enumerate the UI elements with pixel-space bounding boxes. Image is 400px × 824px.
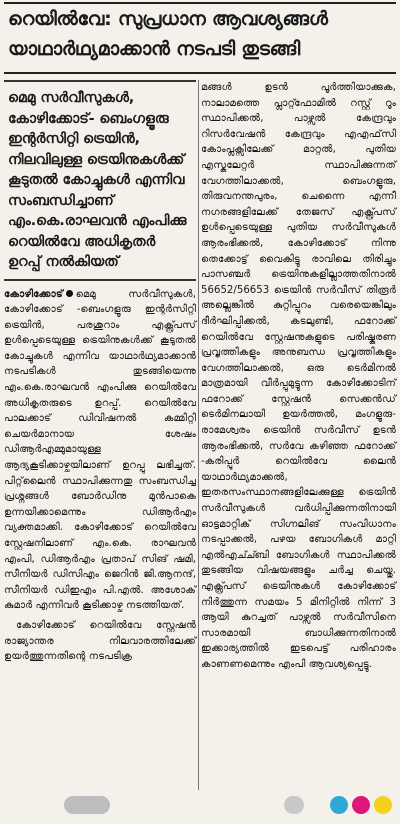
article-paragraph-1-text: മെമു സർവീസുകൾ, കോഴിക്കോട് -ബെംഗളൂരു ഇന്റർസിറ്റി ട്രെയിൻ, പരശുറാം എക്സ്പ്രസ് ഉൾപ്പെടെയുള്ള ട്രെയിനുകൾക്ക് കൂടുതൽ കോച്ചുകൾ എന്നിവ യാഥാർഥ്യമാക്കാൻ നടപടികൾ തുടങ്ങിയെന്നു എം.കെ.രാഘവൻ എംപിക്കു റെയിൽവേ അധികൃതരുടെ ഉറപ്പ്. റെയിൽവേ പാലക്കാട് ഡിവിഷനൽ കമ്മിറ്റി ചെയർമാനായ ശേഷം ഡിആർഎമ്മുമായുള്ള ആദ്യകൂടിക്കാഴ്ചയിലാണ് ഉറപ്പു ലഭിച്ചത്. പിറ്റ്‌ലൈൻ സ്ഥാപിക്കുന്നതു സംബന്ധിച്ച പ്രശ്നങ്ങൾ ബോർഡിനു മുൻപാകെ ഉന്നയിക്കാമെന്നും ഡിആർഎം വ്യക്തമാക്കി. കോഴിക്കോട് റെയിൽവേ സ്റ്റേഷനിലാണ് എം.കെ. രാഘവൻ എംപി, ഡിആർഎം പ്രതാപ് സിങ് ഷമി, സീനിയർ ഡിസിഎം ജെറിൻ ജി.ആനന്ദ്, സീനിയർ ഡിഇഎം പി.എൽ. അശോക് കുമാർ എന്നിവർ കൂടിക്കാഴ്ച നടത്തിയത്. <box>4 288 196 612</box>
article-paragraph <box>4 287 196 614</box>
print-registration-mark <box>284 796 304 814</box>
headline-rule <box>4 2 396 4</box>
print-registration-mark <box>64 796 110 814</box>
left-column <box>4 80 196 669</box>
headline-rule <box>4 72 396 74</box>
bullet-icon <box>66 290 73 297</box>
headline <box>8 4 396 64</box>
cyan-registration-dot <box>330 796 348 814</box>
right-column <box>201 80 396 677</box>
subheadline: മെമു സർവീസുകൾ, കോഴിക്കോട്- ബെംഗളൂരു ഇന്റർസിറ്റി ട്രെയിൻ, നിലവിലുള്ള ട്രെയിനുകൾക്ക് കൂടുതൽ കോച്ചുകൾ എന്നിവ സംബന്ധിച്ചാണ് എം.കെ.രാഘവൻ എംപിക്കു റെയിൽവേ അധികൃതർ ഉറപ്പ് നൽകിയത് <box>4 80 196 281</box>
dateline: കോഴിക്കോട് <box>4 288 63 300</box>
headline-line-1: റെയിൽവേ: സുപ്രധാന ആവശ്യങ്ങൾ <box>8 8 328 30</box>
yellow-registration-dot <box>374 796 392 814</box>
headline-line-2: യാഥാർഥ്യമാക്കാൻ നടപടി തുടങ്ങി <box>8 38 301 60</box>
article-paragraph: കോഴിക്കോട് റെയിൽവേ സ്റ്റേഷൻ രാജ്യാന്തര നിലവാരത്തിലേക്ക് ഉയർത്തുന്നതിന്റെ നടപടിക്ര <box>4 619 196 663</box>
magenta-registration-dot <box>352 796 370 814</box>
column-divider <box>198 80 199 790</box>
article-paragraph: മങ്ങൾ ഉടൻ പൂർത്തിയാക്കുക, നാലാമത്തെ പ്ലാറ്റ്ഫോമിൽ റസ്റ്റ് റൂം സ്ഥാപിക്കൽ, പാഴ്സൽ കേന്ദ്രവും റിസർവേഷൻ കേന്ദ്രവും എഎഫ്‌സി കോംപ്ലക്സിലേക്ക് മാറ്റൽ, പുതിയ എസ്കലേറ്റർ സ്ഥാപിക്കുന്നത് വേഗത്തിലാക്കൽ, ബെംഗളൂരു, തിരുവനന്തപുരം, ചെന്നൈ എന്നീ നഗരങ്ങളിലേക്ക് തേജസ് എക്സ്പ്രസ് ഉൾപ്പെടെയുള്ള പുതിയ സർവീസുകൾ ആരംഭിക്കൽ, കോഴിക്കോട് നിന്നു തെക്കോട്ട് വൈകിട്ടു രാവിലെ തിരിച്ചും പാസഞ്ചർ ട്രെയിനുകളില്ലാത്തതിനാൽ 56652/56653 ട്രെയിൻ സർവീസ് തിരൂർ അല്ലെങ്കിൽ കുറ്റിപ്പുറം വരെയെങ്കിലും ദീർഘിപ്പിക്കൽ, കടലുണ്ടി, ഫറോക്ക് റെയിൽവേ സ്റ്റേഷനുകളുടെ പരിഷ്കരണ പ്രവൃത്തികളും അനുബന്ധ പ്രവൃത്തികളും വേഗത്തിലാക്കൽ, ഒരു ടെർമിനൽ മാത്രമായി വീർപ്പുമുട്ടുന്ന കോഴിക്കോടിന് ഫറോക്ക് സ്റ്റേഷൻ സെക്കൻഡ് ടെർമിനലായി ഉയർത്തൽ, മംഗളൂരു-രാമേശ്വരം ട്രെയിൻ സർവീസ് ഉടൻ ആരംഭിക്കൽ, സർവേ കഴിഞ്ഞ ഫറോക്ക് -കരിപ്പൂർ റെയിൽവേ ലൈൻ യാഥാർഥ്യമാക്കൽ, ഇതരസംസ്ഥാനങ്ങളിലേക്കുള്ള ട്രെയിൻ സർവീസുകൾ വർധിപ്പിക്കുന്നതിനായി ഓട്ടമാറ്റിക് സിഗ്നലിങ് സംവിധാനം നടപ്പാക്കൽ, പഴയ ബോഗികൾ മാറ്റി എൽഎച്ച്ബി ബോഗികൾ സ്ഥാപിക്കൽ തുടങ്ങിയ വിഷയങ്ങളും ചർച്ച ചെയ്തു. എക്സ്പ്രസ് ട്രെയിനുകൾ കോഴിക്കോട് നിർത്തുന്ന സമയം 5 മിനിറ്റിൽ നിന്ന് 3 ആയി കുറച്ചത് പാഴ്സൽ സർവീസിനെ സാരമായി ബാധിക്കുന്നതിനാൽ ഇക്കാര്യത്തിൽ ഇടപെട്ട് പരിഹാരം കാണണമെന്നും എംപി ആവശ്യപ്പെട്ടു. <box>201 82 396 670</box>
